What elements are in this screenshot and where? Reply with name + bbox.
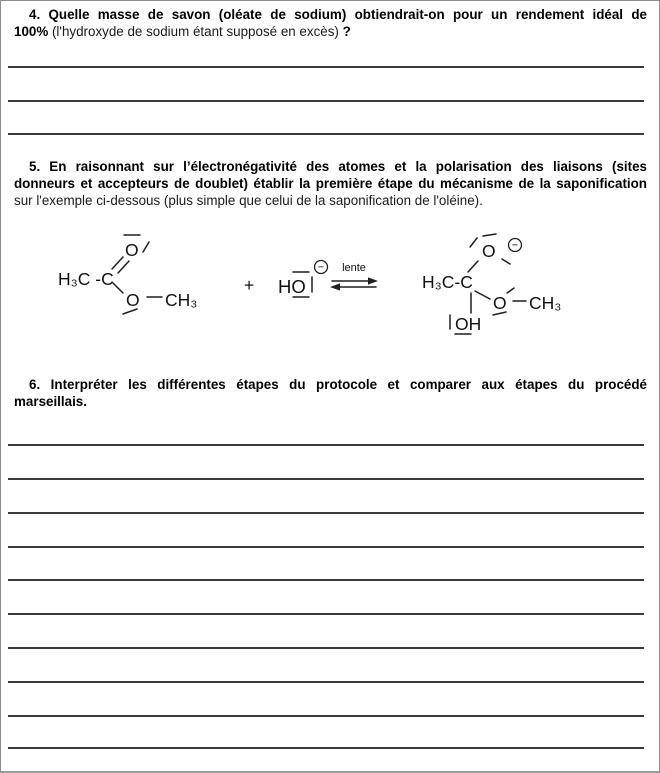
intermediate-hydroxyl-label: OH xyxy=(455,314,482,334)
ester-methyl-label: CH₃ xyxy=(165,290,198,310)
answer-line xyxy=(8,546,644,548)
lone-pair-bar xyxy=(483,234,496,236)
answer-line xyxy=(8,579,644,581)
question-4 xyxy=(14,7,647,41)
question-4-line2 xyxy=(14,24,647,41)
question-5-line1: 5. En raisonnant sur l’électronégativité des atomes et la polarisation des liaisons (sites xyxy=(29,159,647,174)
question-4-question-mark: ? xyxy=(342,23,351,39)
double-bond xyxy=(118,261,129,273)
lone-pair-slash xyxy=(507,288,514,293)
answer-line xyxy=(8,66,644,68)
arrow-rate-label: lente xyxy=(342,262,366,274)
question-4-line1: 4. Quelle masse de savon (oléate de sodium) obtiendrait-on pour un rendement idéal de xyxy=(29,7,647,22)
answer-line xyxy=(8,613,644,615)
single-bond xyxy=(468,261,478,272)
answer-line xyxy=(8,512,644,514)
lone-pair-slash xyxy=(470,238,477,247)
answer-line xyxy=(8,681,644,683)
plus-sign: + xyxy=(244,275,255,295)
arrowhead-left xyxy=(330,283,340,290)
answer-line xyxy=(8,100,644,102)
intermediate-left-group-label: H₃C-C xyxy=(422,272,473,292)
single-bond xyxy=(475,291,490,299)
question-6 xyxy=(14,377,647,411)
single-bond xyxy=(113,283,123,293)
arrowhead-right xyxy=(368,277,378,284)
question-5-line2: donneurs et accepteurs de doublet) établir la première étape du mécanisme de la saponification xyxy=(14,175,647,191)
question-6-line2: marseillais. xyxy=(14,393,87,409)
question-4-parenthetical: (l'hydroxyde de sodium étant supposé en excès) xyxy=(48,23,343,39)
question-6-line1: 6. Interpréter les différentes étapes du protocole et comparer aux étapes du procédé xyxy=(29,377,647,392)
answer-line xyxy=(8,444,644,446)
hydroxide-charge-label: − xyxy=(317,261,325,274)
intermediate-alkoxide-oxygen-label: O xyxy=(482,241,496,261)
ester-oxygen-label: O xyxy=(126,290,140,310)
answer-line xyxy=(8,647,644,649)
lone-pair-slash xyxy=(143,242,149,252)
answer-line xyxy=(8,747,644,749)
question-5 xyxy=(14,159,647,210)
answer-line xyxy=(8,715,644,717)
intermediate-ester-oxygen-label: O xyxy=(493,293,507,313)
lone-pair-slash xyxy=(502,259,510,264)
equilibrium-arrow xyxy=(330,277,378,290)
ester-left-group-label: H₃C -C xyxy=(58,269,114,289)
answer-line xyxy=(8,133,644,135)
intermediate-methyl-label: CH₃ xyxy=(529,293,562,313)
reaction-scheme xyxy=(1,225,660,345)
question-4-bold-percent: 100% xyxy=(14,23,49,39)
intermediate-charge-label: − xyxy=(511,239,519,252)
ester-carbonyl-oxygen-label: O xyxy=(125,240,139,260)
question-5-line3: sur l'exemple ci-dessous (plus simple que celui de la saponification de l'oléine). xyxy=(14,192,483,208)
double-bond xyxy=(112,257,123,269)
answer-line xyxy=(8,478,644,480)
hydroxide-formula-label: HO xyxy=(278,276,306,297)
